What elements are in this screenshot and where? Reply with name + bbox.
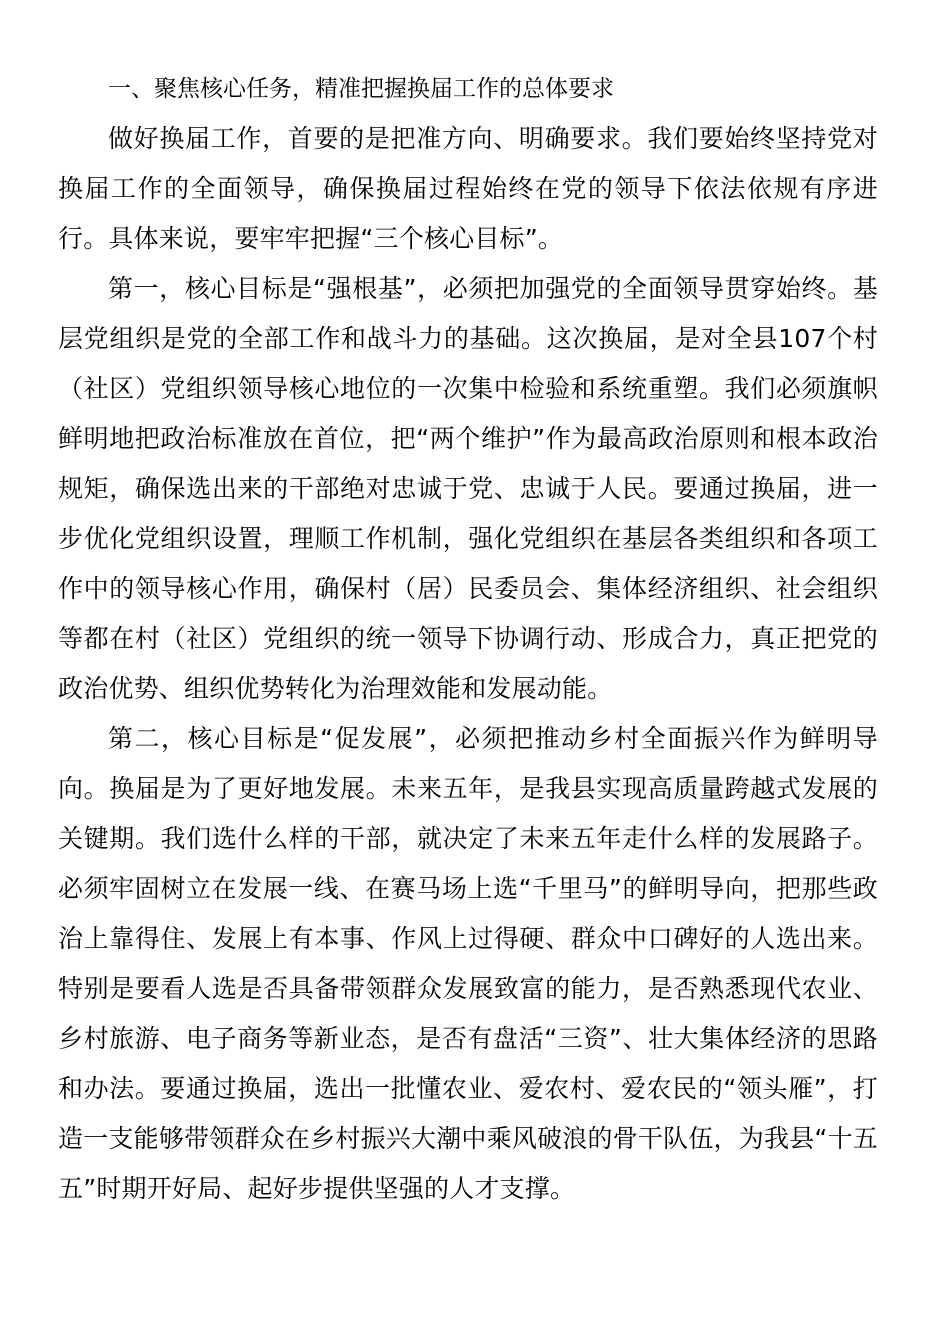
paragraph-first-goal: 第一，核心目标是“强根基”，必须把加强党的全面领导贯穿始终。基层党组织是党的全部工作和战斗力的基础。这次换届，是对全县107个村（社区）党组织领导核心地位的一次集中检验和系统重塑。我们必须旗帜鲜明地把政治标准放在首位，把“两个维护”作为最高政治原则和根本政治规矩，确保选出来的干部绝对忠诚于党、忠诚于人民。要通过换届，进一步优化党组织设置，理顺工作机制，强化党组织在基层各类组织和各项工作中的领导核心作用，确保村（居）民委员会、集体经济组织、社会组织等都在村（社区）党组织的统一领导下协调行动、形成合力，真正把党的政治优势、组织优势转化为治理效能和发展动能。 <box>58 274 878 703</box>
document-body <box>58 64 878 1214</box>
paragraph-intro: 做好换届工作，首要的是把准方向、明确要求。我们要始终坚持党对换届工作的全面领导，确保换届过程始终在党的领导下依法依规有序进行。具体来说，要牢牢把握“三个核心目标”。 <box>58 124 878 253</box>
section-heading: 一、聚焦核心任务，精准把握换届工作的总体要求 <box>108 76 614 102</box>
paragraph-second-goal: 第二，核心目标是“促发展”，必须把推动乡村全面振兴作为鲜明导向。换届是为了更好地发展。未来五年，是我县实现高质量跨越式发展的关键期。我们选什么样的干部，就决定了未来五年走什么样的发展路子。必须牢固树立在发展一线、在赛马场上选“千里马”的鲜明导向，把那些政治上靠得住、发展上有本事、作风上过得硬、群众中口碑好的人选出来。特别是要看人选是否具备带领群众发展致富的能力，是否熟悉现代农业、乡村旅游、电子商务等新业态，是否有盘活“三资”、壮大集体经济的思路和办法。要通过换届，选出一批懂农业、爱农村、爱农民的“领头雁”，打造一支能够带领群众在乡村振兴大潮中乘风破浪的骨干队伍，为我县“十五五”时期开好局、起好步提供坚强的人才支撑。 <box>58 724 878 1203</box>
